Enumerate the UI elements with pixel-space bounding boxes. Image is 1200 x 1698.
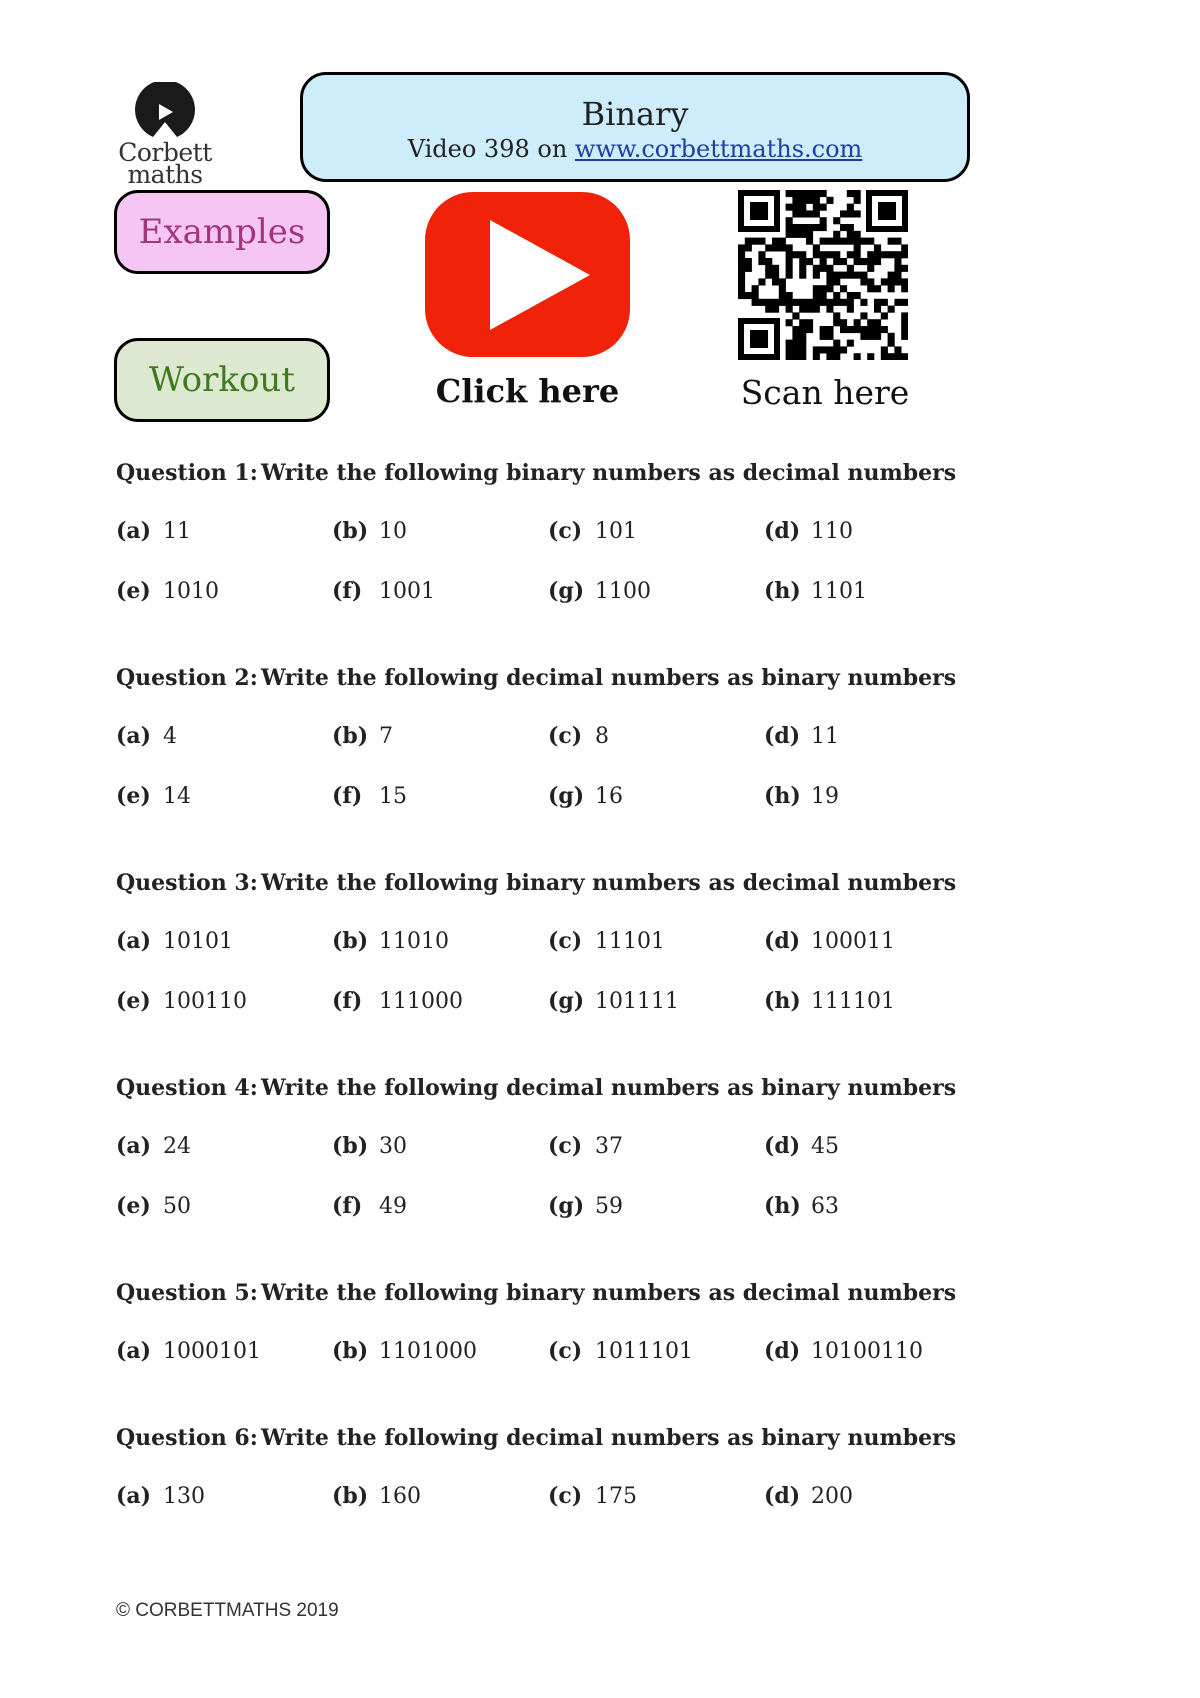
logo-icon xyxy=(115,82,215,142)
question-number: Question 6: xyxy=(116,1425,258,1451)
part-value: 101 xyxy=(595,519,637,544)
part-value: 1101 xyxy=(811,579,867,604)
part-label: (g) xyxy=(548,783,585,809)
question-1-part xyxy=(764,578,867,604)
question-1-part xyxy=(116,518,191,544)
question-3-part xyxy=(548,928,665,954)
question-1-part xyxy=(548,518,637,544)
question-text: Write the following decimal numbers as binary numbers xyxy=(261,665,957,691)
question-3-part xyxy=(764,928,895,954)
corbettmaths-link[interactable]: www.corbettmaths.com xyxy=(574,135,863,163)
question-3-part xyxy=(116,928,233,954)
question-text: Write the following decimal numbers as binary numbers xyxy=(261,1075,957,1101)
part-value: 175 xyxy=(595,1484,637,1509)
part-label: (d) xyxy=(764,1133,801,1159)
part-value: 11 xyxy=(163,519,191,544)
question-2-heading xyxy=(116,665,956,691)
question-4-part xyxy=(548,1193,623,1219)
question-2-part xyxy=(548,783,623,809)
part-label: (f) xyxy=(332,783,363,809)
question-number: Question 3: xyxy=(116,870,258,896)
part-value: 59 xyxy=(595,1194,623,1219)
part-label: (d) xyxy=(764,1338,801,1364)
question-6-part xyxy=(764,1483,853,1509)
part-value: 111101 xyxy=(811,989,895,1014)
part-label: (d) xyxy=(764,1483,801,1509)
part-label: (h) xyxy=(764,783,801,809)
question-3-part xyxy=(332,988,463,1014)
part-value: 100011 xyxy=(811,929,895,954)
part-label: (h) xyxy=(764,1193,801,1219)
part-value: 111000 xyxy=(379,989,463,1014)
question-4-part xyxy=(764,1133,839,1159)
part-value: 1001 xyxy=(379,579,435,604)
part-label: (b) xyxy=(332,723,369,749)
part-value: 63 xyxy=(811,1194,839,1219)
part-label: (g) xyxy=(548,1193,585,1219)
part-value: 8 xyxy=(595,724,609,749)
question-6-part xyxy=(116,1483,205,1509)
question-number: Question 2: xyxy=(116,665,258,691)
part-label: (a) xyxy=(116,1483,152,1509)
workout-button[interactable] xyxy=(114,338,330,422)
question-2-part xyxy=(116,723,177,749)
part-value: 7 xyxy=(379,724,393,749)
part-label: (g) xyxy=(548,578,585,604)
part-label: (c) xyxy=(548,723,583,749)
part-value: 16 xyxy=(595,784,623,809)
logo-word-maths: maths xyxy=(127,160,203,189)
question-number: Question 1: xyxy=(116,460,258,486)
part-value: 1100 xyxy=(595,579,651,604)
part-value: 110 xyxy=(811,519,853,544)
question-text: Write the following binary numbers as decimal numbers xyxy=(261,870,957,896)
question-6-heading xyxy=(116,1425,956,1451)
question-3-part xyxy=(116,988,247,1014)
part-value: 45 xyxy=(811,1134,839,1159)
question-text: Write the following binary numbers as decimal numbers xyxy=(261,460,957,486)
part-label: (e) xyxy=(116,578,151,604)
video-reference xyxy=(303,135,967,163)
question-1-heading xyxy=(116,460,956,486)
page-title: Binary xyxy=(581,95,689,133)
qr-code xyxy=(738,190,908,360)
question-4-part xyxy=(764,1193,839,1219)
part-value: 100110 xyxy=(163,989,247,1014)
part-label: (f) xyxy=(332,1193,363,1219)
question-text: Write the following binary numbers as decimal numbers xyxy=(261,1280,957,1306)
play-video-button[interactable] xyxy=(425,192,630,357)
question-6-part xyxy=(548,1483,637,1509)
part-label: (c) xyxy=(548,1483,583,1509)
part-value: 10 xyxy=(379,519,407,544)
part-value: 14 xyxy=(163,784,191,809)
question-5-part xyxy=(548,1338,693,1364)
part-label: (a) xyxy=(116,723,152,749)
question-1-part xyxy=(332,578,435,604)
question-number: Question 4: xyxy=(116,1075,258,1101)
part-label: (c) xyxy=(548,1338,583,1364)
part-label: (g) xyxy=(548,988,585,1014)
part-value: 50 xyxy=(163,1194,191,1219)
part-label: (b) xyxy=(332,1338,369,1364)
part-value: 11010 xyxy=(379,929,449,954)
part-label: (b) xyxy=(332,518,369,544)
logo-word-corbett: Corbett xyxy=(118,138,212,167)
part-label: (f) xyxy=(332,578,363,604)
question-2-part xyxy=(764,723,839,749)
part-label: (a) xyxy=(116,928,152,954)
examples-button[interactable] xyxy=(114,190,330,274)
part-label: (c) xyxy=(548,928,583,954)
question-4-part xyxy=(116,1133,191,1159)
question-2-part xyxy=(764,783,839,809)
title-box xyxy=(300,72,970,182)
question-1-part xyxy=(764,518,853,544)
part-value: 101111 xyxy=(595,989,679,1014)
question-5-part xyxy=(116,1338,261,1364)
part-value: 4 xyxy=(163,724,177,749)
part-value: 160 xyxy=(379,1484,421,1509)
question-2-part xyxy=(332,723,393,749)
part-label: (d) xyxy=(764,518,801,544)
part-value: 1010 xyxy=(163,579,219,604)
question-2-part xyxy=(116,783,191,809)
corbettmaths-logo xyxy=(115,82,215,189)
part-value: 30 xyxy=(379,1134,407,1159)
workout-label: Workout xyxy=(149,360,295,400)
question-3-part xyxy=(332,928,449,954)
part-value: 24 xyxy=(163,1134,191,1159)
part-value: 1011101 xyxy=(595,1339,693,1364)
part-label: (c) xyxy=(548,1133,583,1159)
question-text: Write the following decimal numbers as binary numbers xyxy=(261,1425,957,1451)
video-prefix: Video 398 on xyxy=(407,135,575,163)
question-1-part xyxy=(548,578,651,604)
part-value: 37 xyxy=(595,1134,623,1159)
part-label: (h) xyxy=(764,988,801,1014)
question-number: Question 5: xyxy=(116,1280,258,1306)
part-label: (b) xyxy=(332,1483,369,1509)
part-label: (b) xyxy=(332,928,369,954)
part-label: (a) xyxy=(116,518,152,544)
question-1-part xyxy=(116,578,219,604)
scan-here-label: Scan here xyxy=(740,373,910,412)
part-label: (d) xyxy=(764,723,801,749)
part-value: 10101 xyxy=(163,929,233,954)
part-value: 1000101 xyxy=(163,1339,261,1364)
part-label: (f) xyxy=(332,988,363,1014)
play-icon xyxy=(425,192,630,357)
question-3-heading xyxy=(116,870,956,896)
question-1-part xyxy=(332,518,407,544)
question-3-part xyxy=(548,988,679,1014)
question-4-part xyxy=(332,1133,407,1159)
part-label: (h) xyxy=(764,578,801,604)
question-3-part xyxy=(764,988,895,1014)
part-label: (c) xyxy=(548,518,583,544)
part-label: (e) xyxy=(116,1193,151,1219)
question-4-heading xyxy=(116,1075,956,1101)
part-value: 200 xyxy=(811,1484,853,1509)
part-label: (e) xyxy=(116,988,151,1014)
part-label: (b) xyxy=(332,1133,369,1159)
part-value: 19 xyxy=(811,784,839,809)
question-2-part xyxy=(332,783,407,809)
question-4-part xyxy=(332,1193,407,1219)
part-value: 130 xyxy=(163,1484,205,1509)
question-5-part xyxy=(332,1338,477,1364)
part-value: 11101 xyxy=(595,929,665,954)
examples-label: Examples xyxy=(138,212,306,252)
question-4-part xyxy=(116,1193,191,1219)
question-5-part xyxy=(764,1338,923,1364)
question-4-part xyxy=(548,1133,623,1159)
part-value: 49 xyxy=(379,1194,407,1219)
part-label: (d) xyxy=(764,928,801,954)
click-here-label[interactable]: Click here xyxy=(435,372,620,410)
question-6-part xyxy=(332,1483,421,1509)
copyright-footer: © CORBETTMATHS 2019 xyxy=(116,1600,339,1621)
question-2-part xyxy=(548,723,609,749)
part-label: (a) xyxy=(116,1338,152,1364)
part-label: (a) xyxy=(116,1133,152,1159)
part-value: 1101000 xyxy=(379,1339,477,1364)
qr-code-icon xyxy=(738,190,908,360)
question-5-heading xyxy=(116,1280,956,1306)
part-label: (e) xyxy=(116,783,151,809)
part-value: 11 xyxy=(811,724,839,749)
part-value: 10100110 xyxy=(811,1339,923,1364)
part-value: 15 xyxy=(379,784,407,809)
